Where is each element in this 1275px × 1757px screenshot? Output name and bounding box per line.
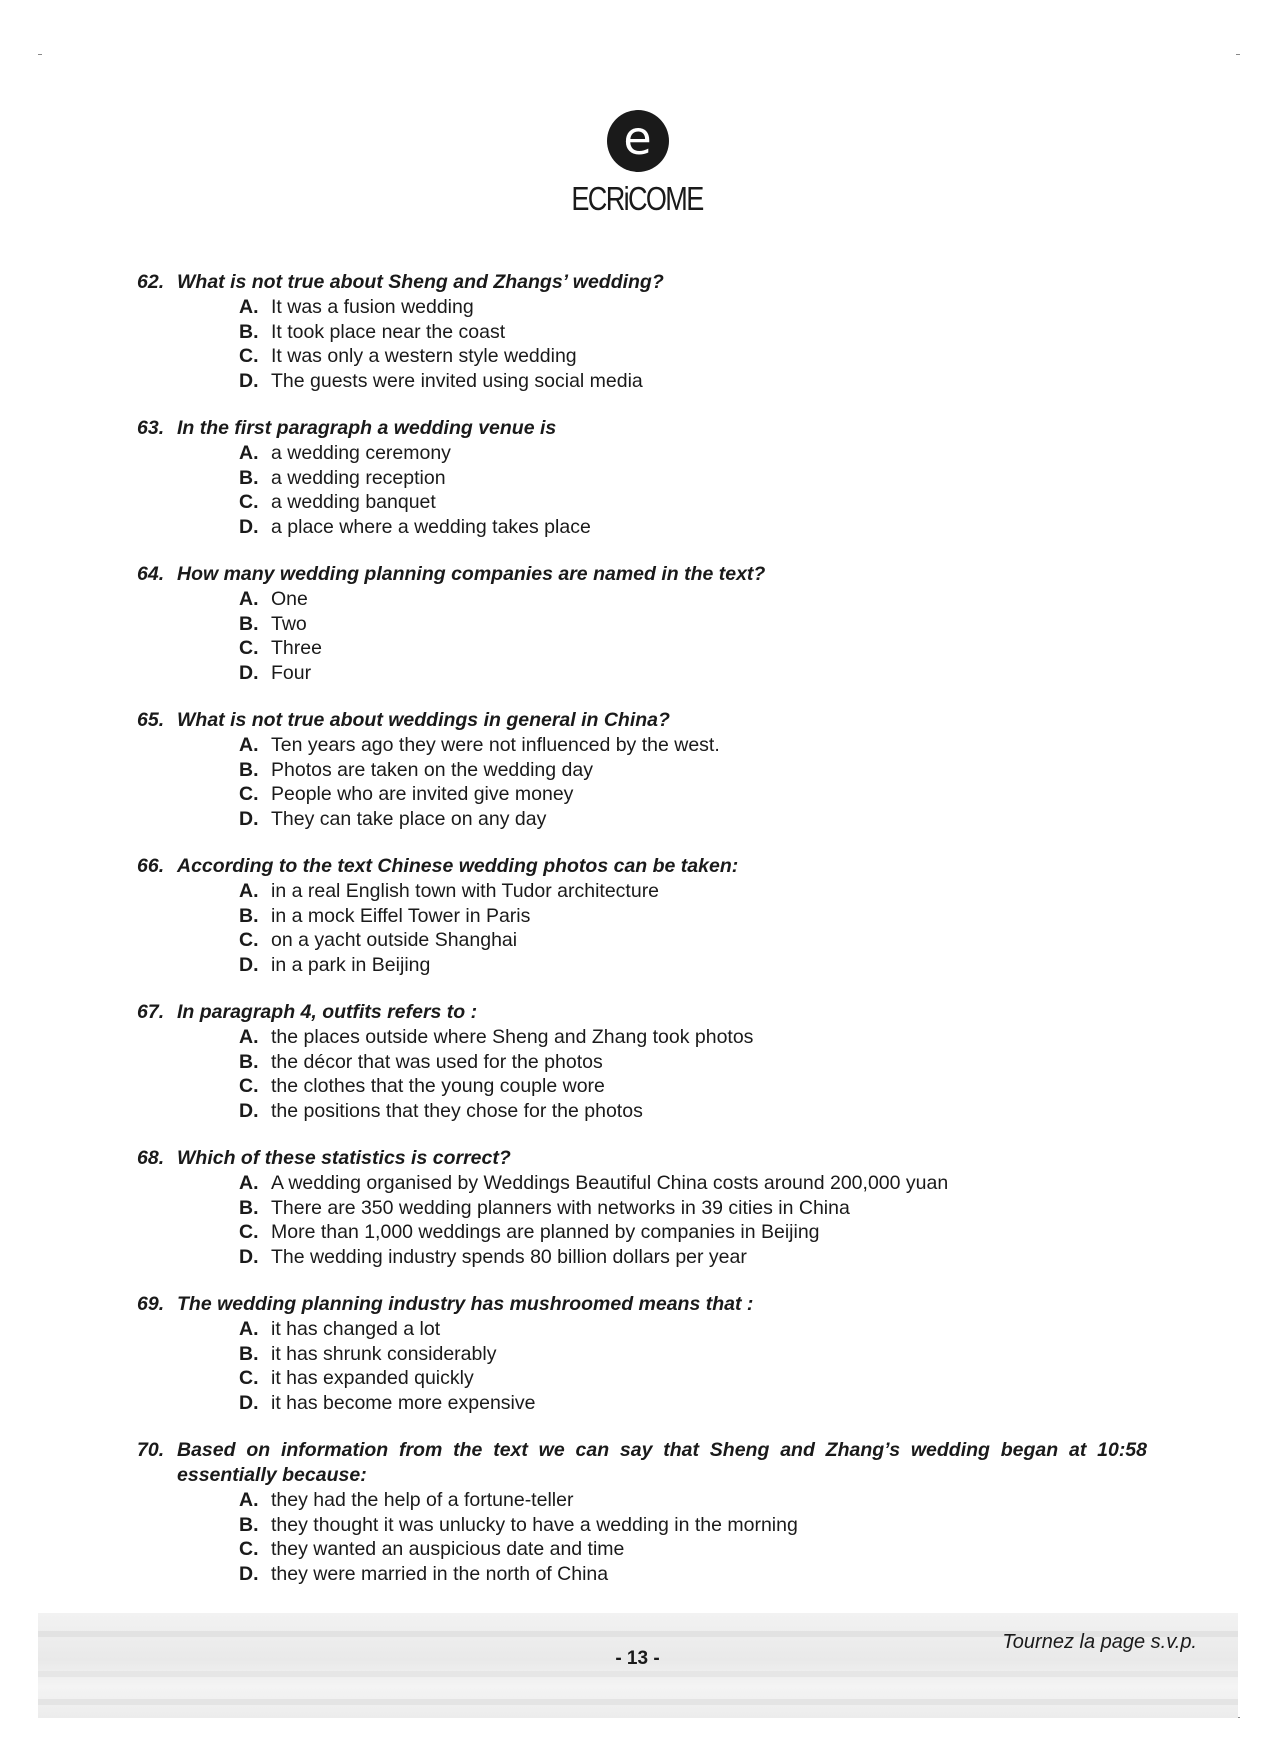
option-a [137,587,1147,612]
option-c [137,928,1147,953]
question-66 [137,854,1147,977]
option-letter: D. [239,515,259,538]
option-letter: B. [239,1196,259,1219]
option-letter: D. [239,1245,259,1268]
option-a [137,733,1147,758]
question-number: 64. [137,563,165,585]
option-letter: D. [239,1391,259,1414]
option-letter: D. [239,953,259,976]
option-letter: B. [239,1342,259,1365]
option-c [137,782,1147,807]
option-letter: B. [239,758,259,781]
question-text: What is not true about Sheng and Zhangs’ wedding? [177,271,664,293]
option-letter: B. [239,320,259,343]
question-number: 67. [137,1001,165,1023]
option-b [137,758,1147,783]
option-letter: A. [239,880,259,902]
page-number: - 13 - [615,1648,660,1669]
option-text: People who are invited give money [271,783,574,805]
turn-page-note: Tournez la page s.v.p. [1002,1631,1197,1653]
option-letter: B. [239,904,259,927]
option-text: they thought it was unlucky to have a wedding in the morning [271,1513,798,1536]
option-text: in a park in Beijing [271,953,431,976]
question-number: 62. [137,271,165,293]
option-letter: C. [239,1075,259,1097]
question-text: In the first paragraph a wedding venue is [177,417,557,439]
option-text: It took place near the coast [271,320,506,343]
option-a [137,1488,1147,1513]
option-text: The guests were invited using social media [271,369,643,392]
question-text: How many wedding planning companies are named in the text? [177,563,766,585]
option-letter: C. [239,345,259,367]
option-text: A wedding organised by Weddings Beautiful China costs around 200,000 yuan [271,1172,949,1194]
option-a [137,295,1147,320]
option-letter: C. [239,783,259,805]
option-letter: C. [239,929,259,951]
option-letter: A. [239,296,259,318]
option-letter: B. [239,1513,259,1536]
option-letter: A. [239,734,259,756]
question-number: 69. [137,1293,165,1315]
logo-circle-icon [607,110,669,172]
option-a [137,1025,1147,1050]
option-letter: C. [239,637,259,659]
option-d [137,369,1147,394]
question-65 [137,708,1147,831]
option-letter: D. [239,807,259,830]
option-text: The wedding industry spends 80 billion dollars per year [271,1245,747,1268]
question-68 [137,1146,1147,1269]
option-c [137,490,1147,515]
question-text: In paragraph 4, outfits refers to : [177,1001,478,1023]
option-text: the places outside where Sheng and Zhang took photos [271,1026,754,1048]
option-text: the clothes that the young couple wore [271,1075,605,1097]
option-letter: C. [239,1221,259,1243]
option-text: the positions that they chose for the photos [271,1099,643,1122]
option-letter: A. [239,442,259,464]
option-text: on a yacht outside Shanghai [271,929,518,951]
option-b [137,612,1147,637]
question-67 [137,1000,1147,1123]
option-text: they were married in the north of China [271,1562,609,1585]
ecricome-logo [0,110,1275,218]
question-number: 65. [137,709,165,731]
option-text: a wedding reception [271,466,446,489]
option-d [137,515,1147,540]
option-letter: C. [239,1367,259,1389]
option-c [137,1074,1147,1099]
question-70 [137,1438,1147,1586]
option-letter: A. [239,1318,259,1340]
option-text: in a real English town with Tudor architecture [271,880,660,902]
question-number: 70. [137,1439,165,1461]
option-b [137,1196,1147,1221]
option-text: it has expanded quickly [271,1367,474,1389]
option-text: It was a fusion wedding [271,296,474,318]
crop-mark-top-left [38,54,42,55]
option-text: There are 350 wedding planners with networks in 39 cities in China [271,1196,850,1219]
option-text: a wedding ceremony [271,442,451,464]
option-letter: D. [239,369,259,392]
option-text: Three [271,637,322,659]
option-c [137,636,1147,661]
question-text: Based on information from the text we can say that Sheng and Zhang’s wedding began at 10:58 essentially because: [177,1439,1147,1486]
option-c [137,1537,1147,1562]
option-letter: D. [239,1099,259,1122]
question-number: 66. [137,855,165,877]
option-d [137,953,1147,978]
option-text: Photos are taken on the wedding day [271,758,593,781]
option-text: a place where a wedding takes place [271,515,591,538]
option-letter: B. [239,1050,259,1073]
option-d [137,661,1147,686]
option-letter: C. [239,491,259,513]
question-text: What is not true about weddings in general in China? [177,709,670,731]
option-letter: A. [239,1172,259,1194]
option-a [137,441,1147,466]
option-text: it has become more expensive [271,1391,536,1414]
question-text: The wedding planning industry has mushroomed means that : [177,1293,754,1315]
footer-stripe [38,1699,1238,1705]
option-b [137,1050,1147,1075]
logo-letter: e [623,111,652,165]
option-text: they had the help of a fortune-teller [271,1489,574,1511]
question-62 [137,270,1147,393]
option-letter: A. [239,588,259,610]
option-letter: D. [239,661,259,684]
option-d [137,807,1147,832]
question-64 [137,562,1147,685]
option-b [137,466,1147,491]
option-text: it has shrunk considerably [271,1342,497,1365]
option-text: One [271,588,308,610]
option-letter: A. [239,1489,259,1511]
option-c [137,1366,1147,1391]
option-b [137,320,1147,345]
question-number: 68. [137,1147,165,1169]
logo-wordmark: ECRiCOME [571,180,704,217]
option-b [137,1342,1147,1367]
question-number: 63. [137,417,165,439]
option-text: They can take place on any day [271,807,547,830]
option-d [137,1245,1147,1270]
option-d [137,1391,1147,1416]
option-a [137,1171,1147,1196]
question-text: Which of these statistics is correct? [177,1147,511,1169]
option-c [137,344,1147,369]
question-list [137,270,1147,1609]
option-text: More than 1,000 weddings are planned by companies in Beijing [271,1221,820,1243]
footer-stripe [38,1671,1238,1677]
option-a [137,879,1147,904]
option-text: Four [271,661,312,684]
option-text: Two [271,612,307,635]
option-b [137,904,1147,929]
option-text: they wanted an auspicious date and time [271,1538,625,1560]
option-text: It was only a western style wedding [271,345,577,367]
option-letter: B. [239,466,259,489]
option-text: Ten years ago they were not influenced by the west. [271,734,720,756]
option-letter: D. [239,1562,259,1585]
option-d [137,1562,1147,1587]
question-63 [137,416,1147,539]
option-c [137,1220,1147,1245]
option-text: a wedding banquet [271,491,436,513]
option-text: it has changed a lot [271,1318,441,1340]
option-d [137,1099,1147,1124]
question-text: According to the text Chinese wedding photos can be taken: [177,855,739,877]
option-letter: B. [239,612,259,635]
option-letter: C. [239,1538,259,1560]
option-a [137,1317,1147,1342]
question-69 [137,1292,1147,1415]
option-text: in a mock Eiffel Tower in Paris [271,904,531,927]
option-letter: A. [239,1026,259,1048]
option-b [137,1513,1147,1538]
option-text: the décor that was used for the photos [271,1050,603,1073]
crop-mark-top-right [1236,54,1240,55]
